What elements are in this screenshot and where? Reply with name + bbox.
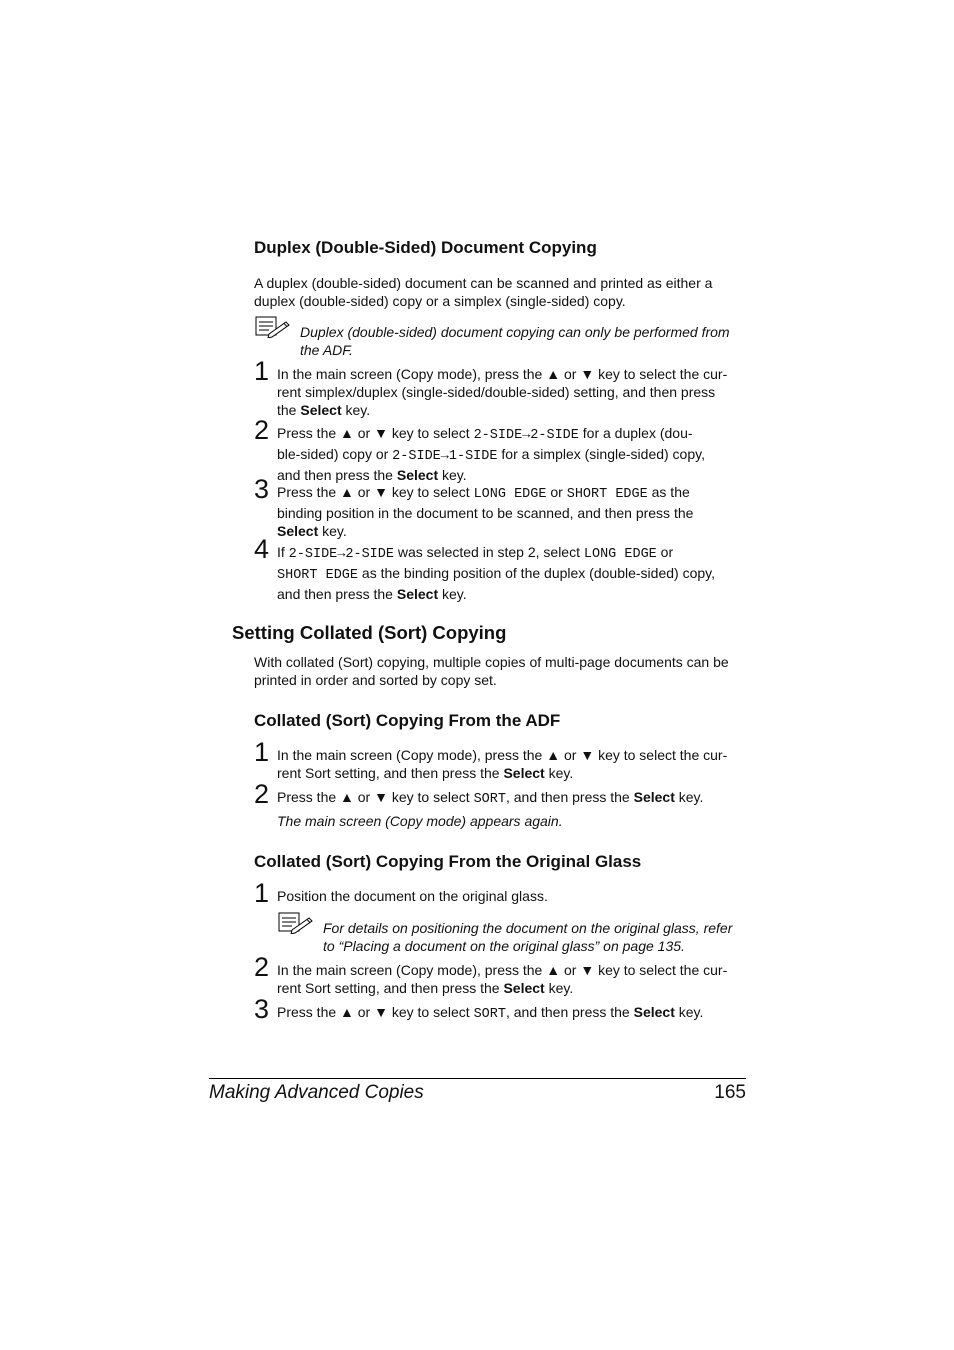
text: the bbox=[277, 402, 301, 418]
collated-heading: Setting Collated (Sort) Copying bbox=[232, 622, 507, 643]
step-line bbox=[277, 1003, 745, 1024]
select-key-label: Select bbox=[633, 789, 675, 805]
code-text: SHORT EDGE bbox=[566, 487, 648, 502]
text: for a simplex (single-sided) copy, bbox=[497, 446, 705, 462]
step-line: In the main screen (Copy mode), press the ▲ or ▼ key to select the cur- bbox=[277, 747, 728, 763]
step-line bbox=[277, 466, 745, 484]
page-number: 165 bbox=[714, 1082, 746, 1103]
select-key-label: Select bbox=[396, 586, 439, 602]
glass-step-2 bbox=[277, 961, 745, 997]
step-line bbox=[277, 543, 745, 564]
glass-step-1 bbox=[277, 887, 745, 905]
text: or bbox=[656, 544, 674, 560]
text: key. bbox=[318, 523, 347, 539]
text: rent Sort setting, and then press the bbox=[277, 765, 504, 781]
duplex-intro-line: duplex (double-sided) copy or a simplex (single-sided) copy. bbox=[254, 293, 626, 309]
step-line: binding position in the document to be scanned, and then press the bbox=[277, 505, 694, 521]
step-number: 3 bbox=[254, 994, 270, 1024]
note-line: Duplex (double-sided) document copying can only be performed from bbox=[300, 324, 730, 340]
text: key. bbox=[438, 586, 467, 602]
step-line: In the main screen (Copy mode), press the ▲ or ▼ key to select the cur- bbox=[277, 366, 728, 382]
text: If bbox=[277, 544, 289, 560]
text: Press the ▲ or ▼ key to select bbox=[277, 425, 474, 441]
step-line bbox=[277, 564, 745, 585]
step-line bbox=[277, 445, 745, 466]
step-line: rent simplex/duplex (single-sided/double-sided) setting, and then press bbox=[277, 384, 716, 400]
collated-intro bbox=[254, 653, 729, 689]
select-key-label: Select bbox=[300, 402, 342, 418]
duplex-note bbox=[300, 323, 730, 359]
note-line: the ADF. bbox=[300, 342, 353, 358]
text: and then press the bbox=[277, 586, 397, 602]
step-line bbox=[277, 483, 745, 504]
step-number: 4 bbox=[254, 534, 270, 564]
duplex-step-2 bbox=[277, 424, 745, 484]
select-key-label: Select bbox=[396, 467, 439, 483]
text: Press the ▲ or ▼ key to select bbox=[277, 1004, 474, 1020]
note-pencil-icon bbox=[278, 912, 314, 934]
step-line bbox=[277, 424, 745, 445]
text: ble-sided) copy or bbox=[277, 446, 393, 462]
step-number: 3 bbox=[254, 474, 270, 504]
step-line bbox=[277, 401, 745, 419]
text: for a duplex (dou- bbox=[578, 425, 693, 441]
collated-intro-line: With collated (Sort) copying, multiple copies of multi-page documents can be bbox=[254, 654, 729, 670]
note-pencil-icon bbox=[255, 316, 291, 338]
step-line bbox=[277, 788, 745, 809]
adf-step-2 bbox=[277, 788, 745, 809]
duplex-intro bbox=[254, 274, 712, 310]
select-key-label: Select bbox=[503, 980, 545, 996]
code-text: SHORT EDGE bbox=[277, 568, 359, 583]
duplex-step-1 bbox=[277, 365, 745, 419]
step-number: 1 bbox=[254, 356, 270, 386]
text: as the binding position of the duplex (double-sided) copy, bbox=[358, 565, 715, 581]
text: as the bbox=[647, 484, 690, 500]
note-line: to “Placing a document on the original glass” on page 135. bbox=[323, 938, 685, 954]
code-text: SORT bbox=[473, 792, 506, 807]
step-number: 2 bbox=[254, 952, 270, 982]
step-number: 1 bbox=[254, 737, 270, 767]
glass-heading: Collated (Sort) Copying From the Original Glass bbox=[254, 852, 642, 871]
footer-title: Making Advanced Copies bbox=[209, 1082, 424, 1103]
footer-rule bbox=[209, 1078, 746, 1079]
step-line bbox=[277, 979, 745, 997]
code-text: LONG EDGE bbox=[583, 547, 657, 562]
text: Press the ▲ or ▼ key to select bbox=[277, 789, 474, 805]
text: , and then press the bbox=[505, 789, 634, 805]
select-key-label: Select bbox=[633, 1004, 675, 1020]
step-line bbox=[277, 764, 745, 782]
text: key. bbox=[674, 789, 704, 805]
step-line: Position the document on the original glass. bbox=[277, 888, 548, 904]
duplex-step-4 bbox=[277, 543, 745, 603]
text: Press the ▲ or ▼ key to select bbox=[277, 484, 474, 500]
adf-result: The main screen (Copy mode) appears again. bbox=[277, 813, 563, 829]
code-text: LONG EDGE bbox=[473, 487, 547, 502]
adf-heading: Collated (Sort) Copying From the ADF bbox=[254, 711, 561, 730]
adf-step-1 bbox=[277, 746, 745, 782]
step-number: 1 bbox=[254, 878, 270, 908]
code-text: 2-SIDE→2-SIDE bbox=[288, 547, 394, 562]
step-number: 2 bbox=[254, 779, 270, 809]
collated-intro-line: printed in order and sorted by copy set. bbox=[254, 672, 497, 688]
note-line: For details on positioning the document on the original glass, refer bbox=[323, 920, 733, 936]
text: key. bbox=[438, 467, 467, 483]
glass-step-3 bbox=[277, 1003, 745, 1024]
code-text: 2-SIDE→2-SIDE bbox=[473, 428, 579, 443]
glass-note bbox=[323, 919, 732, 955]
step-number: 2 bbox=[254, 415, 270, 445]
text: , and then press the bbox=[505, 1004, 634, 1020]
code-text: 2-SIDE→1-SIDE bbox=[392, 449, 498, 464]
text: rent Sort setting, and then press the bbox=[277, 980, 504, 996]
step-line: In the main screen (Copy mode), press the ▲ or ▼ key to select the cur- bbox=[277, 962, 728, 978]
text: key. bbox=[341, 402, 371, 418]
select-key-label: Select bbox=[277, 523, 319, 539]
step-line bbox=[277, 585, 745, 603]
select-key-label: Select bbox=[503, 765, 545, 781]
text: key. bbox=[544, 980, 574, 996]
text: was selected in step 2, select bbox=[394, 544, 584, 560]
text: key. bbox=[544, 765, 574, 781]
duplex-heading: Duplex (Double-Sided) Document Copying bbox=[254, 238, 597, 257]
duplex-step-3 bbox=[277, 483, 745, 540]
duplex-intro-line: A duplex (double-sided) document can be scanned and printed as either a bbox=[254, 275, 713, 291]
text: and then press the bbox=[277, 467, 397, 483]
text: key. bbox=[674, 1004, 704, 1020]
step-line bbox=[277, 522, 745, 540]
code-text: SORT bbox=[473, 1007, 506, 1022]
text: or bbox=[546, 484, 567, 500]
